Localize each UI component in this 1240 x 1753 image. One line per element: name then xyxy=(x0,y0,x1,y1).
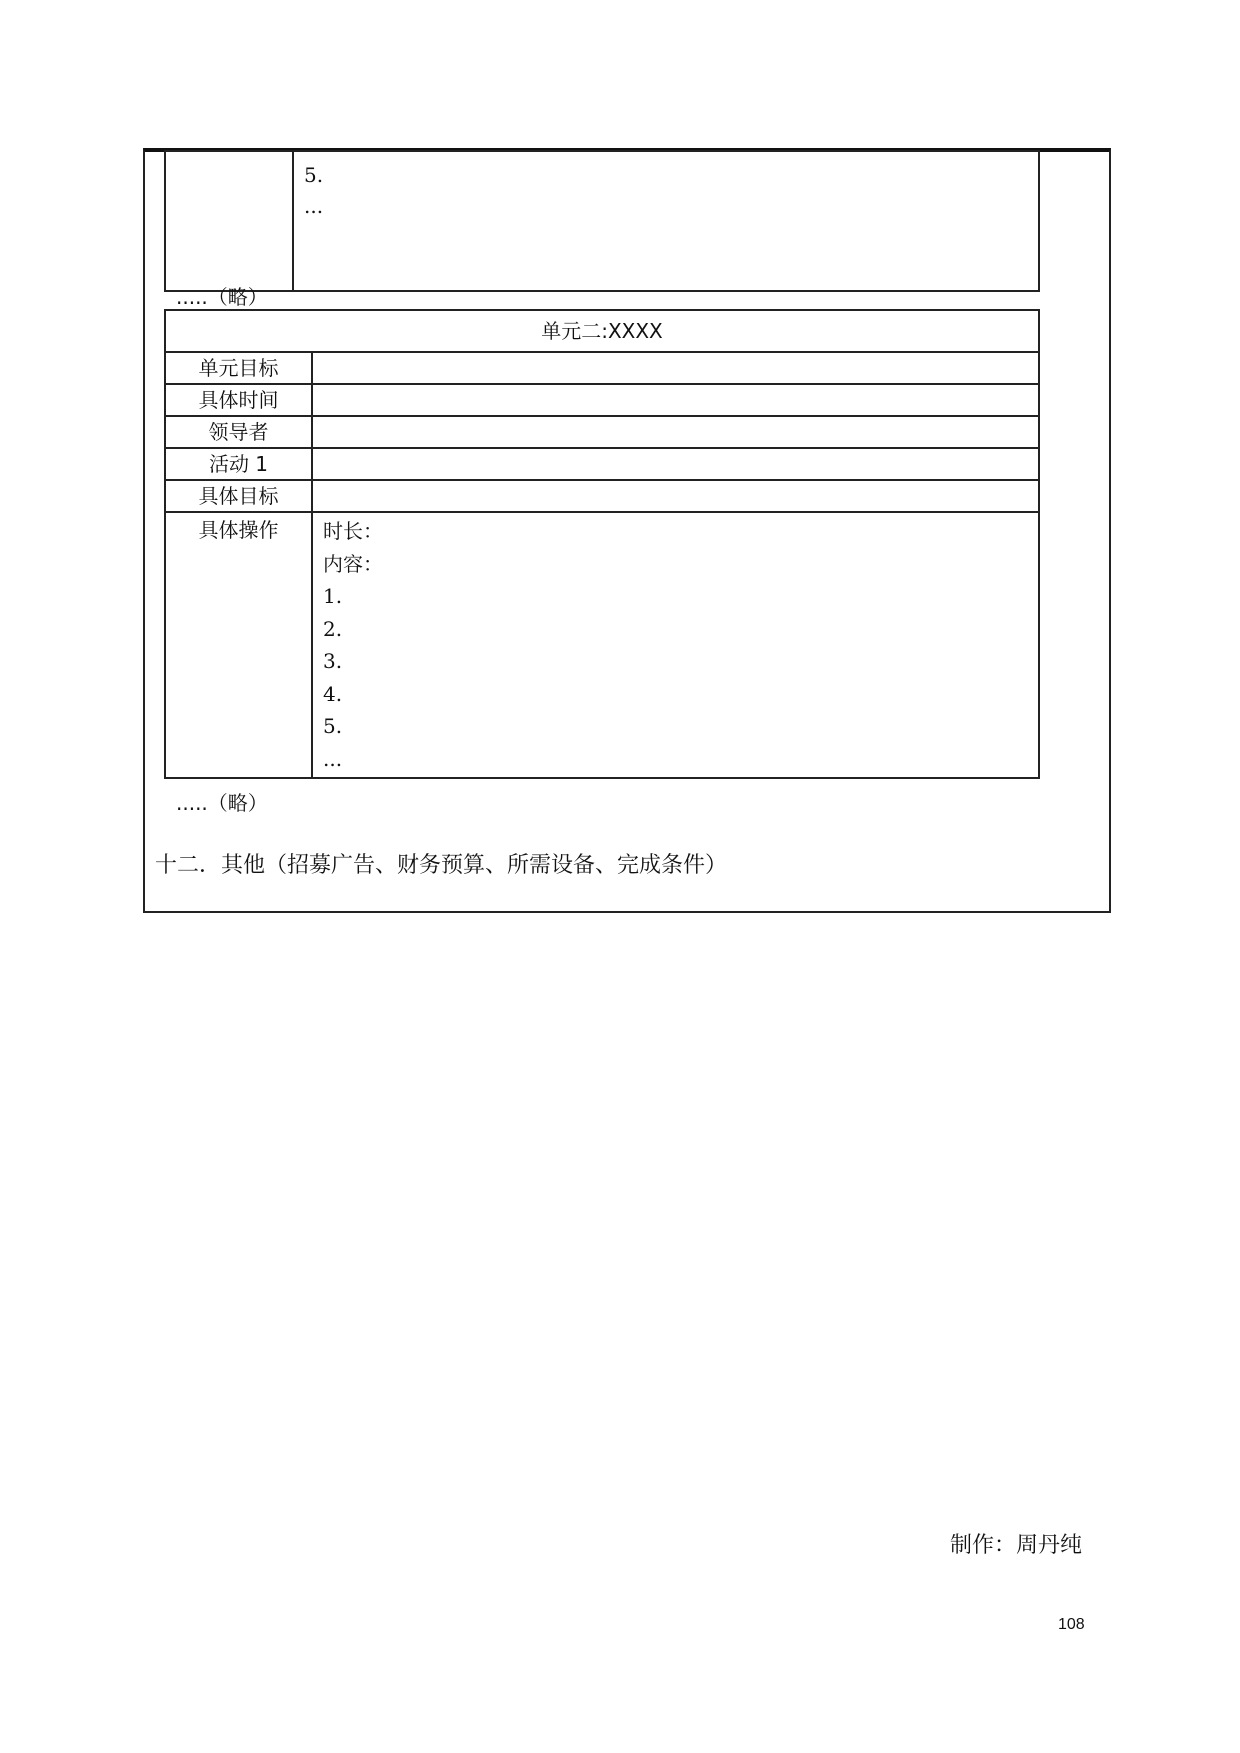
previous-unit-table xyxy=(164,150,1040,292)
section-12-heading: 十二．其他（招募广告、财务预算、所需设备、完成条件） xyxy=(155,853,728,878)
unit2-row-label: 具体目标 xyxy=(165,480,312,512)
unit2-title: 单元二:XXXX xyxy=(165,310,1039,352)
previous-unit-line: 5. xyxy=(304,163,324,187)
ops-line: 3. xyxy=(323,649,343,673)
unit2-row-label: 领导者 xyxy=(165,416,312,448)
omitted-note-1: .....（略） xyxy=(176,285,268,309)
ops-line: 5. xyxy=(323,714,343,738)
ops-line: ... xyxy=(323,746,343,771)
unit2-row-label: 活动 1 xyxy=(165,448,312,480)
author-credit: 制作：周丹纯 xyxy=(950,1533,1083,1558)
omitted-note-2: .....（略） xyxy=(176,791,268,815)
previous-unit-content-cell xyxy=(293,151,1039,291)
ops-line: 2. xyxy=(323,616,343,641)
ops-line: 时长： xyxy=(323,519,383,543)
unit2-ops-content xyxy=(312,512,1039,778)
unit2-ops-label: 具体操作 xyxy=(165,512,312,778)
previous-unit-label-cell xyxy=(165,151,293,291)
ops-line: 内容： xyxy=(323,551,383,576)
unit2-row-value xyxy=(312,448,1039,480)
ops-line: 4. xyxy=(323,681,343,706)
unit2-row-value xyxy=(312,384,1039,416)
unit2-row-label: 具体时间 xyxy=(165,384,312,416)
unit2-row-value xyxy=(312,416,1039,448)
ops-line: 1. xyxy=(323,584,343,608)
page-number: 108 xyxy=(1058,1616,1085,1633)
previous-unit-line: ... xyxy=(304,194,324,218)
unit2-row-label: 单元目标 xyxy=(165,352,312,384)
unit2-row-value xyxy=(312,480,1039,512)
unit2-table xyxy=(164,309,1040,779)
unit2-row-value xyxy=(312,352,1039,384)
